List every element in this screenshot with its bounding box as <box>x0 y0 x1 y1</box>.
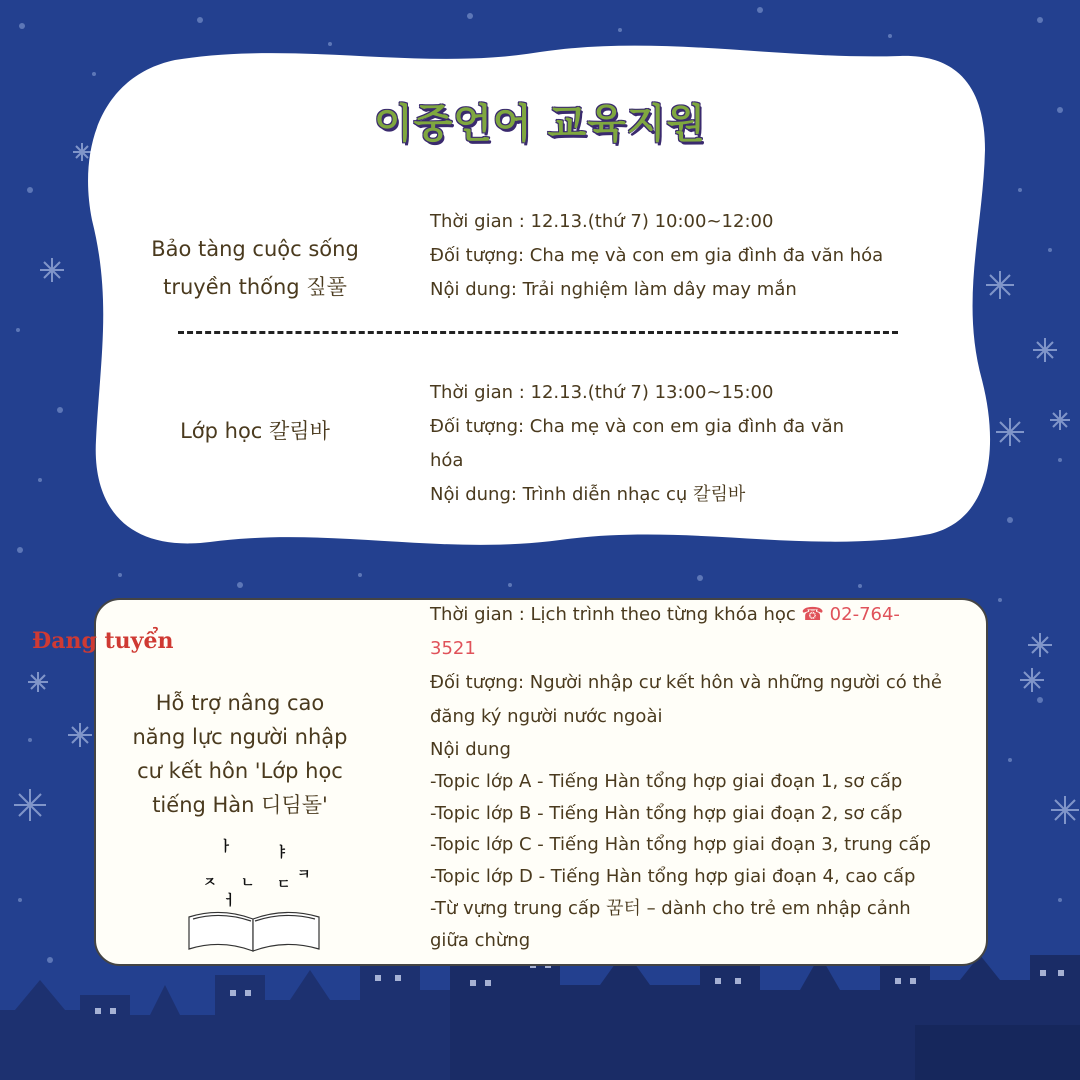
event-2-target-line1: Đối tượng: Cha mẹ và con em gia đình đa văn <box>430 416 845 437</box>
event-2-time: Thời gian : 12.13.(thứ 7) 13:00~15:00 <box>430 382 774 403</box>
event-1-target: Đối tượng: Cha mẹ và con em gia đình đa văn hóa <box>430 245 884 266</box>
program-time-row <box>430 598 978 632</box>
event-2-name <box>120 412 390 450</box>
section-divider <box>178 331 898 334</box>
program-content-label: Nội dung <box>430 739 511 760</box>
letter-4: ㄴ <box>241 875 255 891</box>
letter-2: ㅑ <box>275 845 289 861</box>
topic-d: -Topic lớp D - Tiếng Hàn tổng hợp giai đoạn 4, cao cấp <box>430 865 916 887</box>
program-target-line2: đăng ký người nước ngoài <box>430 706 663 727</box>
topic-a: -Topic lớp A - Tiếng Hàn tổng hợp giai đoạn 1, sơ cấp <box>430 771 903 792</box>
recruiting-badge: Đang tuyển <box>32 628 174 654</box>
topic-b: -Topic lớp B - Tiếng Hàn tổng hợp giai đoạn 2, sơ cấp <box>430 802 903 824</box>
topic-c: -Topic lớp C - Tiếng Hàn tổng hợp giai đoạn 3, trung cấp <box>430 834 931 855</box>
phone-number-part1[interactable]: 02-764- <box>829 604 900 625</box>
event-2-target-line2: hóa <box>430 450 464 471</box>
event-1-name <box>120 230 390 306</box>
letter-6: ㄷ <box>277 877 291 893</box>
event-2-name-line1: Lớp học 칼림바 <box>180 419 330 443</box>
event-1-content: Nội dung: Trải nghiệm làm dây may mắn <box>430 279 797 300</box>
phone-number-part2[interactable]: 3521 <box>430 638 476 659</box>
open-book-with-letters-illustration <box>185 835 325 955</box>
letter-7: ㅓ <box>223 893 237 909</box>
event-2-details <box>430 376 910 512</box>
letter-3: ㅋ <box>297 867 311 883</box>
open-book-icon <box>189 912 319 951</box>
event-1-details <box>430 205 910 307</box>
event-1-name-line2: truyền thống 짚풀 <box>163 275 347 299</box>
page-title: 이중언어 교육지원 <box>373 101 707 147</box>
event-1-time: Thời gian : 12.13.(thứ 7) 10:00~12:00 <box>430 211 774 232</box>
event-1-name-line1: Bảo tàng cuộc sống <box>151 237 359 261</box>
letter-1: ㅏ <box>219 839 233 855</box>
program-name-line4: tiếng Hàn 디딤돌' <box>152 793 328 817</box>
event-2-content: Nội dung: Trình diễn nhạc cụ 칼림바 <box>430 484 746 505</box>
topic-vocab-line2: giữa chừng <box>430 930 531 951</box>
program-details <box>430 598 978 956</box>
program-name <box>120 686 360 822</box>
letter-5: ㅈ <box>203 875 217 891</box>
program-target-line1: Đối tượng: Người nhập cư kết hôn và những người có thẻ <box>430 672 942 693</box>
program-name-line3: cư kết hôn 'Lớp học <box>137 759 343 783</box>
program-name-line2: năng lực người nhập <box>132 725 348 749</box>
phone-icon: ☎ <box>801 604 824 625</box>
program-name-line1: Hỗ trợ nâng cao <box>155 691 325 715</box>
program-time: Thời gian : Lịch trình theo từng khóa học <box>430 604 796 625</box>
topic-vocab: -Từ vựng trung cấp 꿈터 – dành cho trẻ em nhập cảnh <box>430 898 911 919</box>
